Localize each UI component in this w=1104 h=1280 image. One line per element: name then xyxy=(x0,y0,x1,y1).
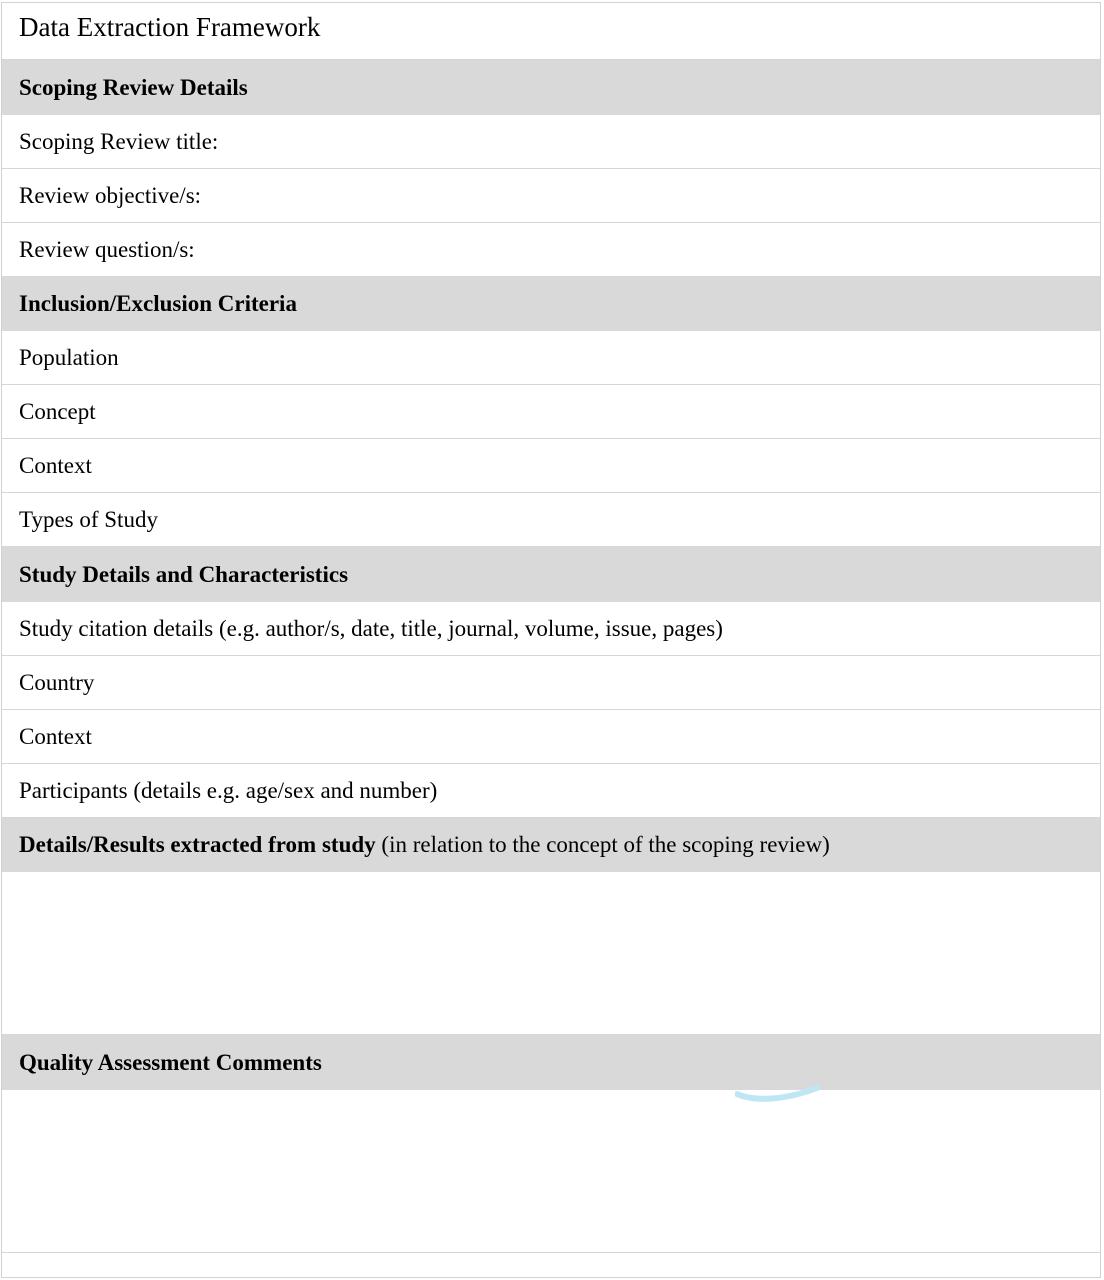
field-label: Participants (details e.g. age/sex and number) xyxy=(19,777,438,803)
details-results-entry-area xyxy=(2,872,1100,1035)
quality-assessment-entry-area xyxy=(2,1090,1100,1253)
section-heading: Study Details and Characteristics xyxy=(19,561,349,587)
data-extraction-table xyxy=(1,2,1101,1278)
field-label: Types of Study xyxy=(19,506,158,532)
field-row-concept xyxy=(2,385,1100,439)
section-header-scoping-review-details xyxy=(2,60,1100,115)
field-row-participants xyxy=(2,764,1100,818)
field-row-study-context xyxy=(2,710,1100,764)
watermark-swoosh-icon xyxy=(735,1084,825,1104)
field-row-study-citation xyxy=(2,602,1100,656)
field-label: Context xyxy=(19,452,92,478)
section-heading: Inclusion/Exclusion Criteria xyxy=(19,291,297,316)
field-label: Review objective/s: xyxy=(19,182,202,208)
table-title: Data Extraction Framework xyxy=(19,12,321,42)
field-label: Study citation details (e.g. author/s, date, title, journal, volume, issue, pages) xyxy=(19,615,723,641)
field-row-review-questions xyxy=(2,223,1100,277)
field-row-context xyxy=(2,439,1100,493)
section-header-quality-assessment xyxy=(2,1035,1100,1090)
field-label: Review question/s: xyxy=(19,236,195,262)
section-heading: Scoping Review Details xyxy=(19,74,248,100)
section-header-study-details xyxy=(2,547,1100,602)
section-heading: Quality Assessment Comments xyxy=(19,1049,322,1075)
field-row-review-objectives xyxy=(2,169,1100,223)
table-title-row xyxy=(2,3,1100,60)
table-footer-row xyxy=(2,1253,1100,1278)
field-label: Scoping Review title: xyxy=(19,128,219,154)
section-header-details-results xyxy=(2,818,1100,872)
field-label: Country xyxy=(19,669,95,695)
field-label: Concept xyxy=(19,398,96,424)
field-row-scoping-review-title xyxy=(2,115,1100,169)
section-heading-bold: Details/Results extracted from study xyxy=(19,832,376,857)
field-row-types-of-study xyxy=(2,493,1100,547)
field-row-country xyxy=(2,656,1100,710)
section-heading-note: (in relation to the concept of the scoping review) xyxy=(375,832,830,857)
field-label: Context xyxy=(19,723,92,749)
field-row-population xyxy=(2,331,1100,385)
field-label: Population xyxy=(19,344,119,370)
section-header-inclusion-exclusion xyxy=(2,277,1100,331)
